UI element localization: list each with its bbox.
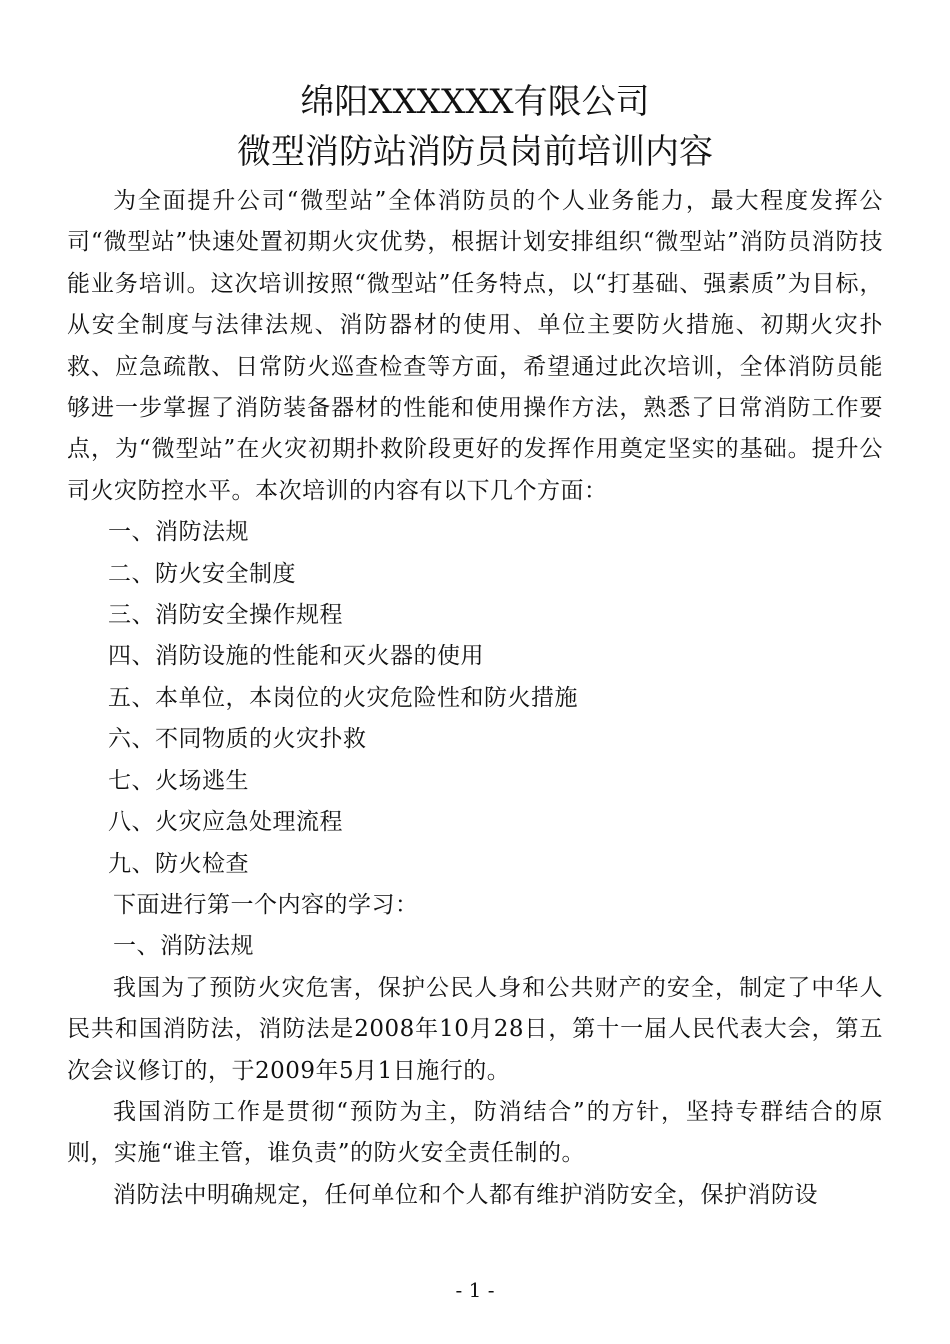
list-item: 一、消防法规 <box>108 519 249 546</box>
list-item: 三、消防安全操作规程 <box>108 602 343 629</box>
document-title-company: 绵阳XXXXXX有限公司 <box>300 82 650 122</box>
list-item: 九、防火检查 <box>108 850 249 877</box>
transition-line: 下面进行第一个内容的学习： <box>113 891 419 918</box>
section-heading: 一、消防法规 <box>113 933 254 960</box>
document-title-training: 微型消防站消防员岗前培训内容 <box>237 132 713 172</box>
page-number: - 1 - <box>455 1278 495 1302</box>
list-item: 二、防火安全制度 <box>108 560 296 587</box>
list-item: 八、火灾应急处理流程 <box>108 809 343 836</box>
topic-list <box>67 512 883 885</box>
document-body <box>67 181 883 1216</box>
intro-paragraph: 为全面提升公司“微型站”全体消防员的个人业务能力，最大程度发挥公司“微型站”快速处置初期火灾优势，根据计划安排组织“微型站”消防员消防技能业务培训。这次培训按照“微型站”任务特点，以“打基础、强素质”为目标，从安全制度与法律法规、消防器材的使用、单位主要防火措施、初期火灾扑救、应急疏散、日常防火巡查检查等方面，希望通过此次培训，全体消防员能够进一步掌握了消防装备器材的性能和使用操作方法，熟悉了日常消防工作要点，为“微型站”在火灾初期扑救阶段更好的发挥作用奠定坚实的基础。提升公司火灾防控水平。本次培训的内容有以下几个方面： <box>67 188 883 504</box>
law-paragraph-2: 我国消防工作是贯彻“预防为主，防消结合”的方针，坚持专群结合的原则，实施“谁主管，谁负责”的防火安全责任制的。 <box>67 1098 883 1167</box>
list-item: 五、本单位，本岗位的火灾危险性和防火措施 <box>108 684 578 711</box>
list-item: 六、不同物质的火灾扑救 <box>108 726 367 753</box>
law-paragraph-1: 我国为了预防火灾危害，保护公民人身和公共财产的安全，制定了中华人民共和国消防法，消防法是2008年10月28日，第十一届人民代表大会，第五次会议修订的，于2009年5月1日施行的。 <box>67 974 883 1084</box>
list-item: 七、火场逃生 <box>108 767 249 794</box>
law-paragraph-3: 消防法中明确规定，任何单位和个人都有维护消防安全，保护消防设 <box>113 1181 818 1208</box>
list-item: 四、消防设施的性能和灭火器的使用 <box>108 643 484 670</box>
